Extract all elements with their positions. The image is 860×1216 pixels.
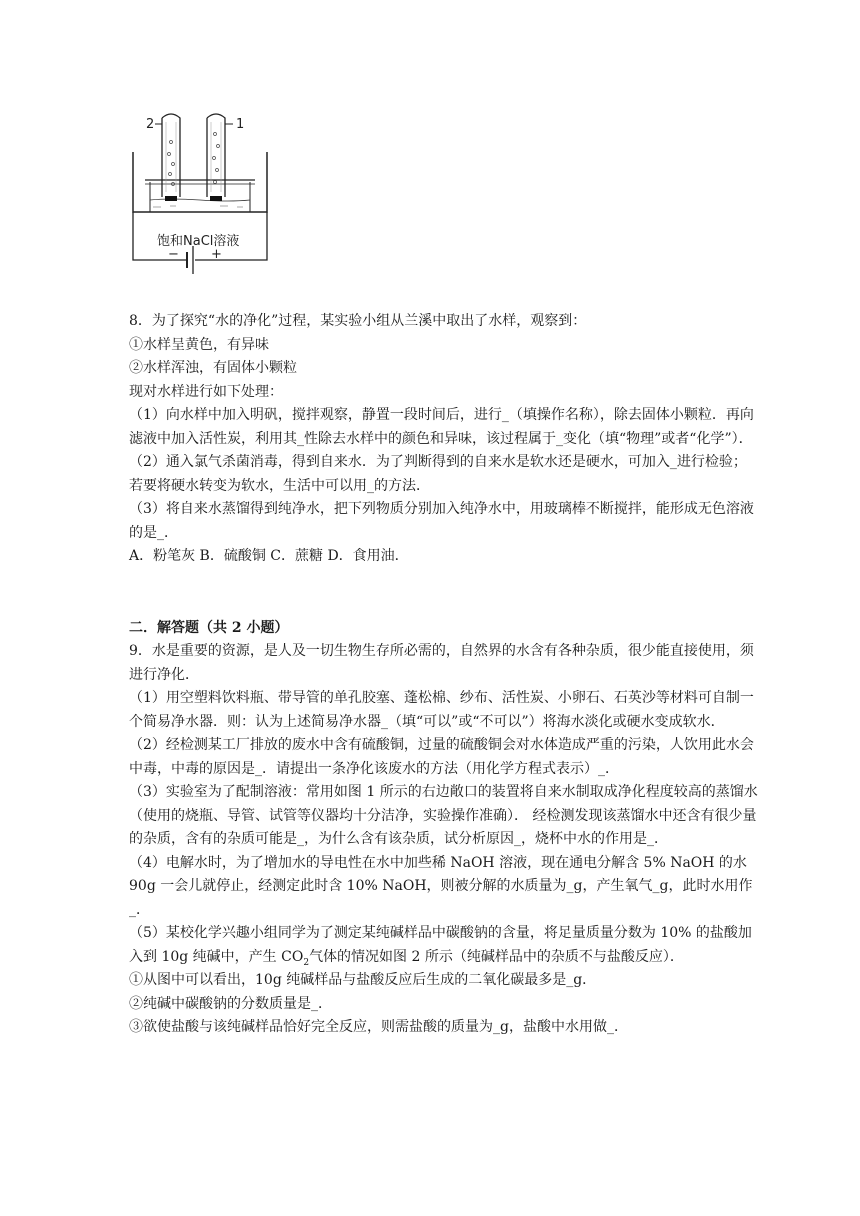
q9-part-1: （1）用空塑料饮料瓶、带导管的单孔胶塞、蓬松棉、纱布、活性炭、小卵石、石英沙等材料可自制一个简易净水器．则：认为上述简易净水器_（填“可以”或“不可以”）将海水淡化或硬水变成软水． bbox=[129, 690, 754, 730]
q8-observation-2: ②水样浑浊，有固体小颗粒 bbox=[129, 360, 297, 376]
negative-terminal-label: − bbox=[168, 247, 179, 262]
q8-part-2: （2）通入氯气杀菌消毒，得到自来水．为了判断得到的自来水是软水还是硬水，可加入_进行检验；若要将硬水转变为软水，生活中可以用_的方法． bbox=[129, 454, 747, 494]
tube-label-2: 2 bbox=[146, 117, 155, 132]
q9-sub-1: ①从图中可以看出，10g 纯碱样品与盐酸反应后生成的二氧化碳最多是_g． bbox=[129, 972, 597, 988]
electrolysis-apparatus-figure bbox=[125, 112, 275, 277]
q9-intro: 9．水是重要的资源，是人及一切生物生存所必需的，自然界的水含有各种杂质，很少能直接使用，须进行净化． bbox=[129, 643, 754, 683]
q8-part-3: （3）将自来水蒸馏得到纯净水，把下列物质分别加入纯净水中，用玻璃棒不断搅拌，能形成无色溶液的是_． bbox=[129, 501, 754, 541]
q9-part-4: （4）电解水时，为了增加水的导电性在水中加些稀 NaOH 溶液，现在通电分解含 5% NaOH 的水 90g 一会儿就停止，经测定此时含 10% NaOH，则被分解的水质量为_g，产生氧气_g，此时水用作_． bbox=[129, 854, 753, 918]
q9-sub-2: ②纯碱中碳酸钠的分数质量是_． bbox=[129, 995, 332, 1012]
q9-part-5-b: 气体的情况如图 2 所示（纯碱样品中的杂质不与盐酸反应）． bbox=[309, 948, 684, 965]
tube-label-1: 1 bbox=[236, 117, 245, 132]
q9-part-5 bbox=[129, 922, 759, 969]
section-2-heading: 二．解答题（共 2 小题） bbox=[129, 619, 289, 636]
q8-process: 现对水样进行如下处理： bbox=[129, 383, 283, 400]
solution-label: 饱和NaCl溶液 bbox=[157, 234, 240, 249]
q9-sub-3: ③欲使盐酸与该纯碱样品恰好完全反应，则需盐酸的质量为_g，盐酸中水用做_． bbox=[129, 1019, 628, 1035]
q8-observation-1: ①水样呈黄色，有异味 bbox=[129, 336, 269, 353]
q9-part-2: （2）经检测某工厂排放的废水中含有硫酸铜，过量的硫酸铜会对水体造成严重的污染，人饮用此水会中毒，中毒的原因是_．请提出一条净化该废水的方法（用化学方程式表示）_． bbox=[129, 737, 754, 777]
q9-part-5-a: （5）某校化学兴趣小组同学为了测定某纯碱样品中碳酸钠的含量，将足量质量分数为 10% 的盐酸加入到 10g 纯碱中，产生 CO bbox=[129, 925, 752, 965]
q9-part-3: （3）实验室为了配制溶液：常用如图 1 所示的右边敞口的装置将自来水制取成净化程度较高的蒸馏水（使用的烧瓶、导管、试管等仪器均十分洁净，实验操作准确）． 经检测发现该蒸馏水中还含有很少量的杂质，含有的杂质可能是_，为什么含有该杂质，试分析原因_，烧杯中水的作用是_． bbox=[129, 784, 758, 847]
electrolysis-diagram bbox=[125, 112, 275, 277]
co2-subscript: 2 bbox=[303, 957, 310, 968]
q8-part-1: （1）向水样中加入明矾，搅拌观察，静置一段时间后，进行_（填操作名称），除去固体小颗粒．再向滤液中加入活性炭，利用其_性除去水样中的颜色和异味，该过程属于_变化（填“物理”或者“化学”）． bbox=[129, 407, 754, 447]
q8-options: A．粉笔灰 B．硫酸铜 C．蔗糖 D．食用油． bbox=[129, 548, 409, 564]
section-gap bbox=[129, 569, 759, 617]
q8-intro: 8．为了探究“水的净化”过程，某实验小组从兰溪中取出了水样，观察到： bbox=[129, 313, 587, 329]
positive-terminal-label: + bbox=[211, 247, 222, 262]
question-content bbox=[129, 310, 759, 1040]
